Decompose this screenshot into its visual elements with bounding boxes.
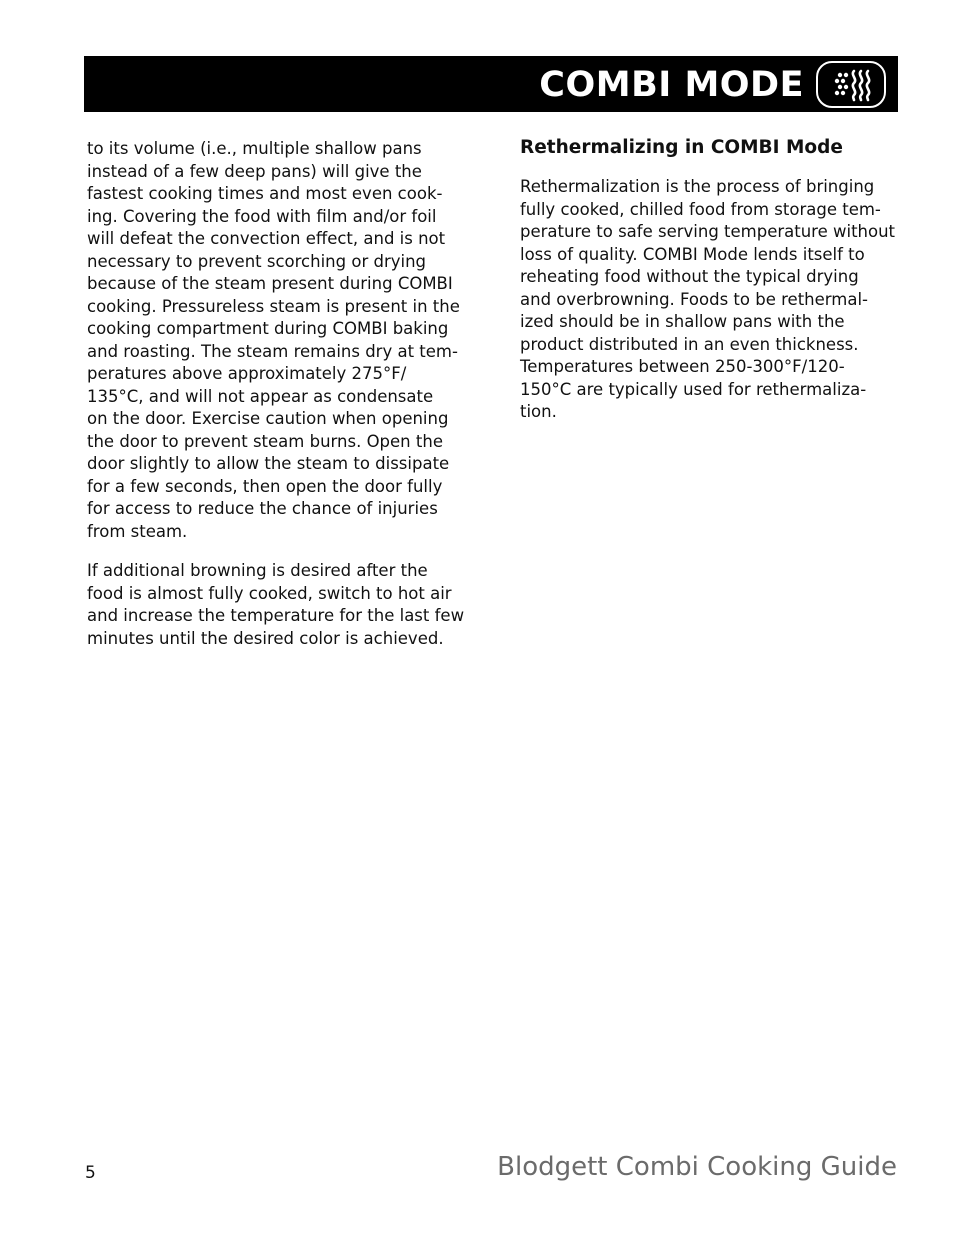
text-line: peratures above approximately 275°F/ [87,364,407,383]
text-line: tion. [520,402,557,421]
section-heading: Rethermalizing in COMBI Mode [520,137,843,158]
text-line: will defeat the convection effect, and is not [87,229,446,248]
text-line: instead of a few deep pans) will give the [87,161,422,181]
text-line: Temperatures between 250-300°F/120- [520,357,845,376]
section-title: COMBI MODE [539,65,804,105]
text-line: reheating food without the typical drying [520,267,859,286]
text-line: ing. Covering the food with film and/or foil [87,206,437,226]
text-line: 150°C are typically used for rethermaliza- [520,379,867,399]
text-line: cooking. Pressureless steam is present in the [87,296,460,316]
text-line: door slightly to allow the steam to dissipate [87,454,450,473]
text-line: because of the steam present during COMBI [87,274,453,293]
text-line: fastest cooking times and most even cook- [87,184,443,203]
page-number: 5 [85,1163,96,1183]
text-line: from steam. [87,521,188,541]
left-paragraph-1 [87,138,472,543]
text-line: and overbrowning. Foods to be rethermal- [520,289,868,309]
footer-title: Blodgett Combi Cooking Guide [497,1152,897,1182]
text-line: for a few seconds, then open the door fully [87,476,443,496]
left-paragraph-2 [87,560,472,650]
right-paragraph-1 [520,176,905,424]
text-line: cooking compartment during COMBI baking [87,319,449,338]
text-line: fully cooked, chilled food from storage tem- [520,199,881,219]
text-line: Rethermalization is the process of bringing [520,177,875,196]
text-line: and roasting. The steam remains dry at tem- [87,341,458,361]
text-line: 135°C, and will not appear as condensate [87,386,434,406]
text-line: the door to prevent steam burns. Open the [87,431,443,451]
text-line: minutes until the desired color is achieved. [87,628,444,648]
text-line: for access to reduce the chance of injuries [87,499,438,518]
combi-mode-icon [816,61,886,108]
left-column [87,138,472,667]
right-column [520,136,905,441]
text-line: If additional browning is desired after the [87,561,428,580]
text-line: perature to safe serving temperature without [520,222,896,241]
text-line: on the door. Exercise caution when opening [87,409,449,428]
text-line: food is almost fully cooked, switch to hot air [87,583,452,603]
text-line: and increase the temperature for the last few [87,606,465,625]
text-line: ized should be in shallow pans with the [520,312,845,331]
text-line: product distributed in an even thickness. [520,334,859,354]
text-line: necessary to prevent scorching or drying [87,251,427,271]
text-line: to its volume (i.e., multiple shallow pans [87,139,422,158]
section-header-bar [84,56,898,112]
text-line: loss of quality. COMBI Mode lends itself to [520,244,865,264]
